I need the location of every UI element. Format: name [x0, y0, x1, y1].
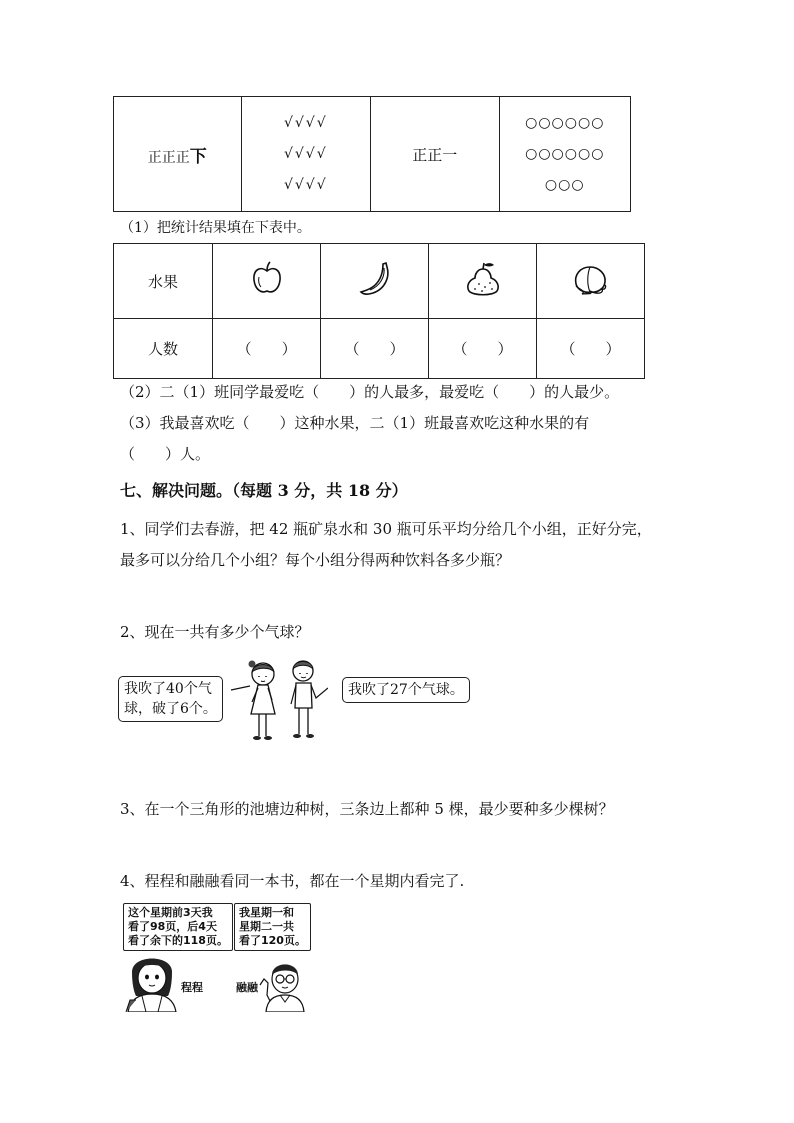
children-illustration [228, 652, 328, 744]
problem-1-line-2: 最多可以分给几个小组？每个小组分得两种饮料各多少瓶？ [120, 551, 511, 569]
rongrong-figure [258, 955, 306, 1012]
count-blank-apple[interactable]: （ ） [213, 319, 321, 379]
boy-speech-bubble: 我吹了27个气球。 [342, 677, 470, 703]
check-marks-row: √√√√ [283, 114, 328, 131]
peach-icon [568, 259, 612, 299]
check-marks-row: √√√√ [283, 145, 328, 162]
rongrong-speech-bubble: 我星期一和 星期二一共 看了120页。 [234, 903, 311, 951]
pear-icon [461, 259, 505, 299]
circle-marks-row: ○○○○○○ [525, 145, 605, 162]
question-3-text: （3）我最喜欢吃（ ）这种水果，二（1）班最喜欢吃这种水果的有 [120, 414, 590, 432]
tally-cell-apple: 正正正下 [114, 97, 242, 212]
fruit-cell-pear [429, 244, 537, 319]
chengcheng-figure [124, 950, 180, 1012]
count-blank-peach[interactable]: （ ） [536, 319, 644, 379]
question-1-text: （1）把统计结果填在下表中。 [120, 220, 311, 236]
count-blank-pear[interactable]: （ ） [429, 319, 537, 379]
banana-icon [355, 259, 395, 299]
fruit-row-label: 水果 [114, 244, 213, 319]
problem-4-text: 4、程程和融融看同一本书，都在一个星期内看完了. [120, 872, 465, 890]
fruit-cell-apple [213, 244, 321, 319]
chengcheng-speech-bubble: 这个星期前3天我 看了98页，后4天 看了余下的118页。 [123, 903, 233, 951]
problem-1-line-1: 1、同学们去春游，把 42 瓶矿泉水和 30 瓶可乐平均分给几个小组，正好分完， [120, 520, 652, 538]
tally-table [113, 96, 631, 212]
chengcheng-name: 程程 [181, 981, 203, 994]
tally-cell-peach [499, 97, 630, 212]
tally-cell-banana [241, 97, 370, 212]
girl-speech-bubble: 我吹了40个气 球，破了6个。 [118, 676, 223, 722]
fruit-cell-banana [321, 244, 429, 319]
problem-3-text: 3、在一个三角形的池塘边种树，三条边上都种 5 棵，最少要种多少棵树？ [120, 800, 614, 818]
count-blank-banana[interactable]: （ ） [321, 319, 429, 379]
tally-cell-pear: 正正一 [371, 97, 500, 212]
fruit-table [113, 243, 645, 379]
problem-2-text: 2、现在一共有多少个气球？ [120, 623, 310, 641]
question-2-text: （2）二（1）班同学最爱吃（ ）的人最多，最爱吃（ ）的人最少。 [120, 383, 620, 401]
fruit-cell-peach [536, 244, 644, 319]
check-marks-row: √√√√ [283, 176, 328, 193]
circle-marks-row: ○○○ [544, 176, 585, 193]
count-row-label: 人数 [114, 319, 213, 379]
apple-icon [247, 259, 287, 299]
section-7-heading: 七、解决问题。（每题 3 分，共 18 分） [120, 481, 408, 500]
circle-marks-row: ○○○○○○ [525, 114, 605, 131]
rongrong-name: 融融 [236, 981, 258, 994]
question-3-text-cont: （ ）人。 [120, 445, 211, 463]
